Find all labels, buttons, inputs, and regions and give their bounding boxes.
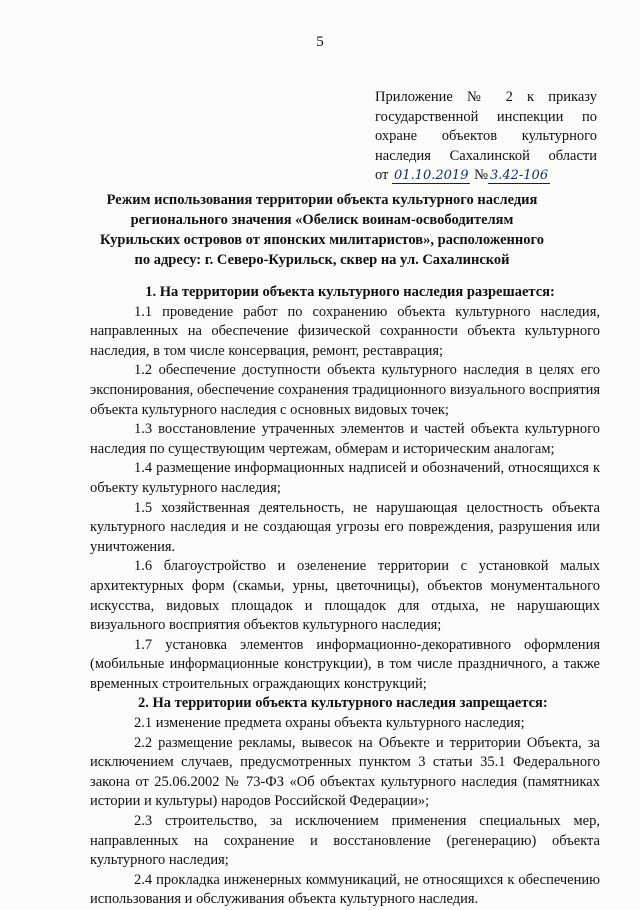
appendix-line-2: государственной инспекции по bbox=[375, 108, 597, 125]
page-number: 5 bbox=[316, 34, 324, 50]
section-1-item: 1.6 благоустройство и озеленение территории с установкой малых архитектурных форм (скамьи, урны, цветочницы), объектов монументального искусства, видовых площадок и площадок для отдыха, не нарушающих визуального восприятия объектов культурного наследия; bbox=[90, 558, 600, 634]
section-1-heading: 1. На территории объекта культурного наследия разрешается: bbox=[145, 284, 555, 300]
appendix-block bbox=[375, 88, 597, 186]
document-title: Режим использования территории объекта культурного наследия регионального значения «Обелиск воинам-освободителям Курильских островов от японских милитаристов», расположенного по адресу: г. Северо-Курильск, сквер на ул. Сахалинской bbox=[100, 192, 544, 268]
number-label: № bbox=[474, 167, 488, 183]
section-2-item: 2.1 изменение предмета охраны объекта культурного наследия; bbox=[134, 715, 525, 732]
section-2-heading: 2. На территории объекта культурного наследия запрещается: bbox=[138, 695, 548, 712]
section-2-item: 2.2 размещение рекламы, вывесок на Объекте и территории Объекта, за исключением случаев, предусмотренных пунктом 3 статьи 35.1 Федерального закона от 25.06.2002 № 73-ФЗ «Об объектах культурного наследия (памятниках истории и культуры) народов Российской Федерации»; bbox=[90, 734, 600, 810]
appendix-line-1: Приложение № 2 к приказу bbox=[375, 89, 597, 105]
from-label: от bbox=[375, 167, 389, 183]
section-2-item: 2.4 прокладка инженерных коммуникаций, не относящихся к обеспечению использования и обслуживания объекта культурного наследия. bbox=[90, 871, 600, 908]
section-1-item: 1.1 проведение работ по сохранению объекта культурного наследия, направленных на обеспечение физической сохранности объекта культурного наследия, в том числе консервация, ремонт, реставрация; bbox=[90, 303, 600, 359]
handwritten-number: 3.42-106 bbox=[489, 168, 549, 183]
section-1-item: 1.5 хозяйственная деятельность, не нарушающая целостность объекта культурного наследия и не создающая угрозы его повреждения, разрушения или уничтожения. bbox=[90, 499, 600, 555]
section-1-item: 1.2 обеспечение доступности объекта культурного наследия в целях его экспонирования, обеспечение сохранения традиционного визуального восприятия объекта культурного наследия с основных видовых точек; bbox=[90, 362, 600, 418]
section-1-item: 1.4 размещение информационных надписей и обозначений, относящихся к объекту культурного наследия; bbox=[90, 460, 600, 496]
appendix-line-3: охране объектов культурного bbox=[375, 128, 597, 144]
document-body bbox=[90, 283, 600, 910]
handwritten-date: 01.10.2019 bbox=[394, 168, 469, 183]
section-1-item: 1.3 восстановление утраченных элементов и частей объекта культурного наследия по существующим чертежам, обмерам и историческим аналогам; bbox=[90, 421, 600, 457]
section-2-item: 2.3 строительство, за исключением применения специальных мер, направленных на сохранение и восстановление (регенерацию) объекта культурного наследия; bbox=[90, 813, 600, 869]
appendix-order-line bbox=[375, 166, 597, 186]
section-1-item: 1.7 установка элементов информационно-декоративного оформления (мобильные информационные конструкции), в том числе праздничного, а также временных строительных ограждающих конструкций; bbox=[90, 636, 600, 692]
appendix-line-4: наследия Сахалинской области bbox=[375, 147, 597, 164]
